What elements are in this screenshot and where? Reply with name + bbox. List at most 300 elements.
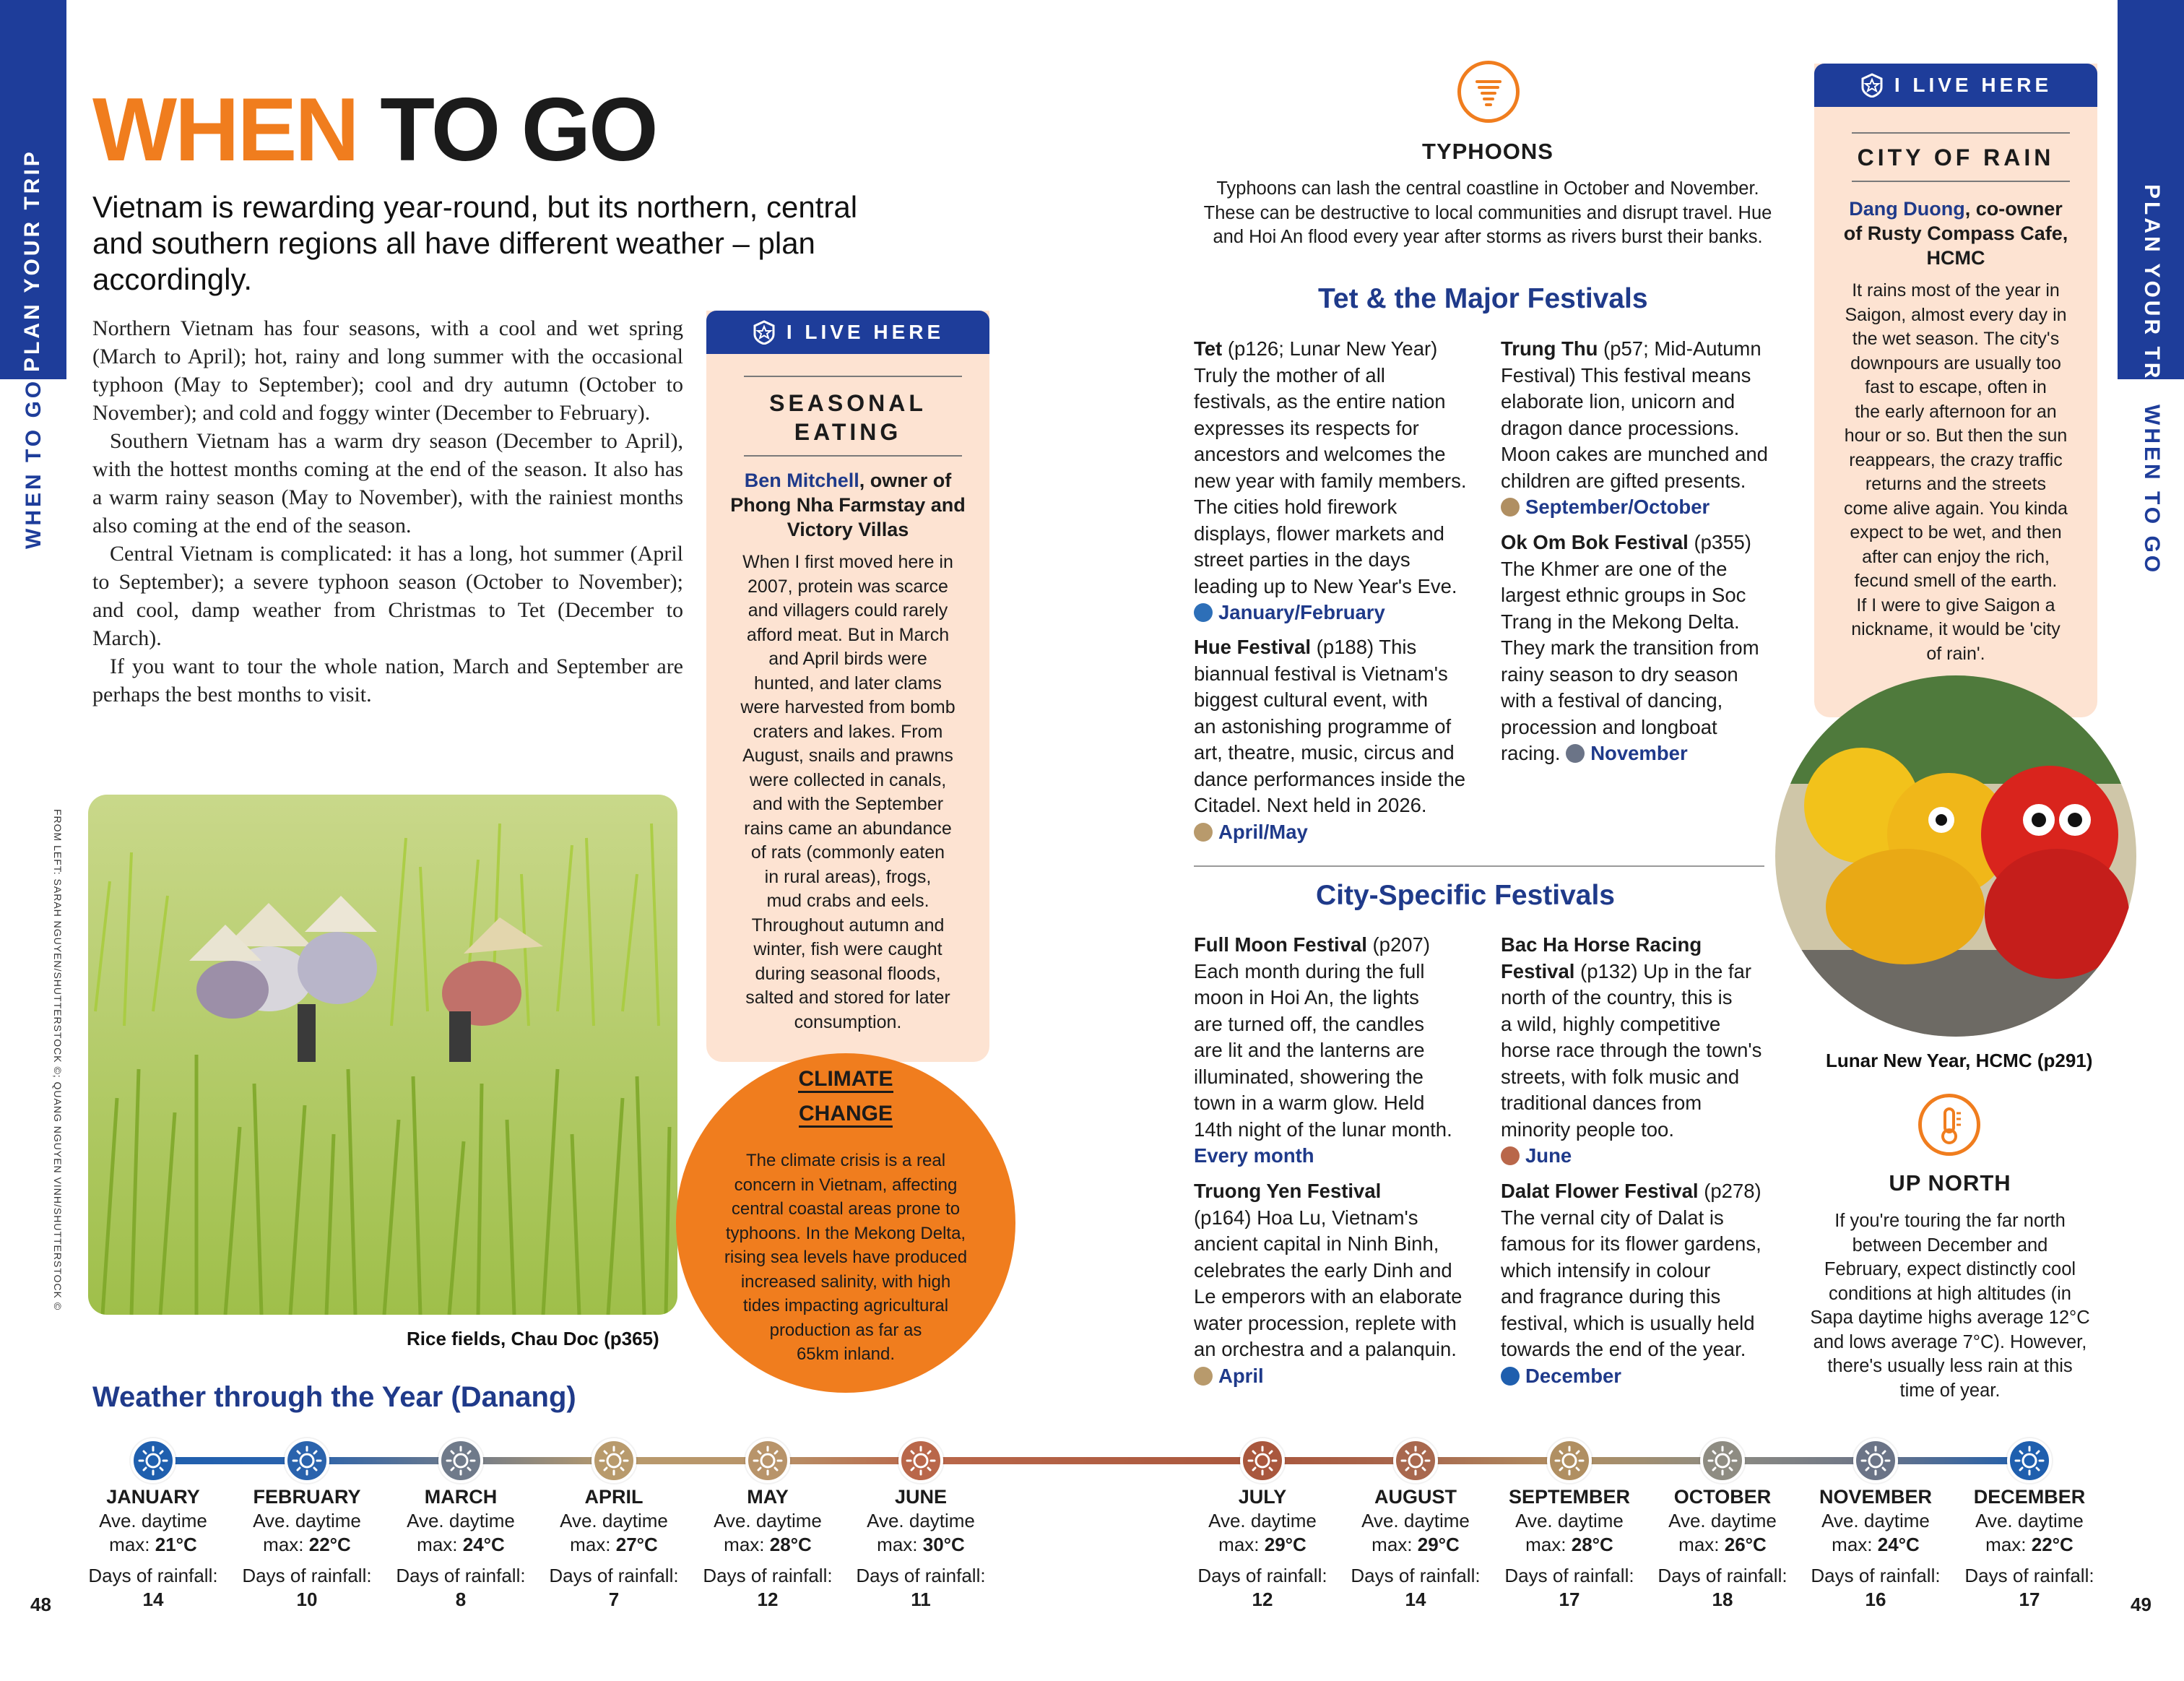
temp-value: 28°C [1571,1534,1613,1555]
body-line: hunted, and later clams [754,673,942,693]
body-line: Throughout autumn and [751,915,945,935]
rain-label: Days of rainfall: [396,1565,526,1586]
festival-ref: (p188) This [1311,636,1417,658]
body-line: reappears, the crazy traffic [1849,449,2063,470]
when-to-go-label: WHEN TO GO [22,378,46,549]
festival-text: moon in Hoi An, the lights [1194,986,1419,1008]
festival-text: towards the end of the year. [1501,1338,1746,1360]
temp-value: 24°C [462,1534,505,1555]
max-temp [1343,1533,1488,1557]
festival-name: Trung Thu [1501,337,1598,360]
page-title [92,80,656,180]
seasonal-eating-body [731,550,965,1034]
body-paragraph: Northern Vietnam has four seasons, with a cool and wet spring (March to April); hot, rainy and long summer with the occasional typhoon (May to September); cool and dry autumn (October to November); and cold and foggy winter (December to February). [92,316,683,425]
festival-text: ancient capital in Ninh Binh, [1194,1232,1439,1255]
body-line: come alive again. You kinda [1844,498,2068,519]
month-column [1343,1485,1488,1612]
festival-text: are turned off, the candles [1194,1012,1425,1035]
max-label: max: [417,1534,463,1555]
festival-text: expresses its respects for [1194,416,1419,439]
sun-icon [592,1438,636,1483]
max-label: max: [1678,1534,1725,1555]
daytime-label: Ave. daytime [1515,1510,1624,1531]
rain-days: 12 [1252,1589,1273,1610]
body-line: returns and the streets [1865,474,2047,494]
festival-text: Citadel. Next held in 2026. [1194,794,1427,816]
festival-ref: (p278) [1698,1180,1762,1202]
rain-days: 8 [455,1589,467,1610]
festival-text: festival, which is usually held [1501,1311,1755,1334]
month-column [389,1485,533,1612]
festival-ref: (p355) [1688,531,1751,553]
body-line: time of year. [1899,1380,2001,1401]
festival-text: 14th night of the lunar month. [1194,1118,1452,1141]
month-name: NOVEMBER [1819,1486,1932,1508]
festival-text: with a festival of dancing, [1501,689,1723,712]
rain-days: 11 [911,1589,931,1610]
author-name: Ben Mitchell [744,470,859,491]
festival-text: street parties in the days [1194,548,1410,571]
festival-text: an orchestra and a palanquin. [1194,1338,1457,1360]
rain-label: Days of rainfall: [1811,1565,1941,1586]
month-column [1190,1485,1335,1612]
rain-label: Days of rainfall: [856,1565,986,1586]
full-moon-festival [1194,932,1504,1170]
month-column [1497,1485,1642,1612]
festival-text: racing. [1501,742,1561,764]
festival-name: Full Moon Festival [1194,933,1367,956]
page-number-right: 49 [2131,1594,2152,1615]
partly-cloudy-icon [1240,1438,1285,1483]
rain-days: 12 [757,1589,779,1610]
festival-text: procession and longboat [1501,715,1717,738]
hue-festival [1194,634,1504,845]
festival-text: Trang in the Mekong Delta. [1501,610,1740,633]
page-number-left: 48 [30,1594,51,1615]
festival-text: Le emperors with an elaborate [1194,1285,1462,1308]
rain-label: Days of rainfall: [88,1565,218,1586]
body-line: during seasonal floods, [755,963,941,984]
max-temp [389,1533,533,1557]
month-name: SEPTEMBER [1508,1486,1631,1508]
body-line: tides impacting agricultural [742,1296,949,1315]
body-line: and villagers could rarely [748,600,948,621]
festival-text: Festival) This festival means [1501,363,1751,386]
divider [1852,132,2070,134]
month-column [81,1485,225,1612]
festival-text: leading up to New Year's Eve. [1194,574,1457,597]
festival-text: horse race through the town's [1501,1039,1762,1061]
body-text [92,314,683,709]
festival-when: June [1525,1144,1572,1167]
month-name: JANUARY [106,1486,200,1508]
temp-value: 22°C [2031,1534,2074,1555]
festival-text: dragon dance processions. [1501,416,1740,439]
temp-value: 24°C [1877,1534,1920,1555]
body-line: between December and [1852,1235,2048,1256]
festival-ref: (p132) Up in the far [1574,959,1751,982]
body-line: in rural areas), frogs, [764,866,932,887]
festival-when: September/October [1525,496,1710,518]
month-name: FEBRUARY [253,1486,361,1508]
author-role: , co-owner [1964,198,2063,220]
festival-text: children are gifted presents. [1501,469,1746,492]
temp-value: 26°C [1724,1534,1767,1555]
rain-label: Days of rainfall: [549,1565,679,1586]
body-line: typhoons. In the Mekong Delta, [725,1223,966,1243]
photo-credit: FROM LEFT: SARAH NGUYEN/SHUTTERSTOCK ©; QUANG NGUYEN VINH/SHUTTERSTOCK © [52,809,64,1311]
divider [744,455,962,457]
max-temp [1190,1533,1335,1557]
max-label: max: [570,1534,616,1555]
author-line: Phong Nha Farmstay and [730,494,966,516]
body-line: hour or so. But then the sun [1844,425,2068,446]
i-live-here-rain-box [1814,64,2097,717]
body-line: and April birds were [768,649,927,669]
body-line: craters and lakes. From [753,721,943,742]
body-line: rains came an abundance [744,818,952,839]
body-line: of rain'. [1926,643,1985,664]
city-festivals-heading: City-Specific Festivals [1316,880,1615,911]
partly-cloudy-icon [1566,744,1585,763]
max-temp [235,1533,379,1557]
body-line: It rains most of the year in [1852,280,2060,301]
temp-value: 28°C [769,1534,812,1555]
title-line: SEASONAL [769,390,927,416]
rice-fields-photo [88,795,677,1315]
festival-when: January/February [1218,601,1385,623]
weather-heading: Weather through the Year (Danang) [92,1381,576,1413]
body-line: central coastal areas prone to [731,1199,961,1219]
max-temp [1803,1533,1948,1557]
festival-ref: (p207) [1366,933,1431,956]
divider [744,376,962,377]
month-name: MAY [747,1486,789,1508]
body-line: after can enjoy the rich, [1862,546,2050,567]
max-temp [849,1533,993,1557]
month-column [235,1485,379,1612]
body-line: nickname, it would be 'city [1851,619,2060,639]
festival-text: a wild, highly competitive [1501,1012,1721,1035]
festival-text: The cities hold firework [1194,496,1398,518]
body-line: Sapa daytime highs average 12°C [1810,1308,2090,1328]
temp-value: 21°C [155,1534,197,1555]
rain-cloud-icon [1547,1438,1592,1483]
sun-icon [1501,1367,1520,1386]
month-name: DECEMBER [1973,1486,2086,1508]
festival-text: (p164) Hoa Lu, Vietnam's [1194,1206,1418,1229]
festival-text: They mark the transition from [1501,636,1759,659]
when-to-go-label-right: WHEN TO GO [2140,405,2164,576]
author-line: HCMC [1926,247,1985,269]
daytime-label: Ave. daytime [1668,1510,1777,1531]
festival-text: traditional dances from [1501,1092,1702,1114]
seasonal-eating-title [706,389,989,446]
max-label: max: [1985,1534,2032,1555]
month-column [542,1485,686,1612]
i-live-here-header [1814,64,2097,107]
festival-text: Moon cakes are munched and [1501,443,1768,465]
body-line: were collected in canals, [749,769,947,790]
author-name: Dang Duong [1849,198,1965,220]
author-credit [1829,196,2083,270]
festival-text: Truly the mother of all [1194,363,1385,386]
rain-label: Days of rainfall: [1351,1565,1481,1586]
festival-text: ancestors and welcomes the [1194,443,1446,465]
max-label: max: [263,1534,309,1555]
city-of-rain-body [1839,279,2073,666]
festival-when: April/May [1218,820,1308,843]
title-line: CHANGE [799,1102,893,1128]
rain-label: Days of rainfall: [703,1565,833,1586]
body-line: fast to escape, often in [1865,377,2047,397]
body-line: If you're touring the far north [1834,1211,2066,1231]
festival-text: festivals, as the entire nation [1194,390,1446,412]
festival-text: an astonishing programme of [1194,714,1452,738]
festival-text: streets, with folk music and [1501,1065,1740,1088]
festival-name: Truong Yen Festival [1194,1180,1382,1202]
sun-icon [2007,1438,2052,1483]
body-line: the wet season. The city's [1852,329,2060,349]
divider [1852,181,2070,182]
month-name: JULY [1238,1486,1287,1508]
rain-cloud-icon [1700,1438,1745,1483]
body-paragraph: If you want to tour the whole nation, March and September are perhaps the best months to visit. [92,654,683,706]
section-divider [1194,865,1764,867]
body-line: consumption. [794,1011,902,1032]
climate-change-title [676,1062,1015,1131]
intro-text: Vietnam is rewarding year-round, but its northern, central and southern regions all have different weather – plan accordingly. [92,190,858,296]
body-line: there's usually less rain at this [1827,1356,2073,1376]
body-line: fecund smell of the earth. [1854,571,2058,591]
rain-days: 14 [1405,1589,1426,1610]
month-column [849,1485,993,1612]
month-name: APRIL [584,1486,644,1508]
body-line: The climate crisis is a real [745,1151,946,1170]
festival-name: Festival [1501,959,1575,982]
max-temp [81,1533,225,1557]
typhoons-title: TYPHOONS [1422,139,1554,164]
max-label: max: [1832,1534,1878,1555]
festival-when: December [1525,1364,1621,1387]
star-badge-icon [1860,73,1884,98]
i-live-here-label: I LIVE HERE [1894,74,2053,96]
month-name: MARCH [424,1486,498,1508]
daytime-label: Ave. daytime [1975,1510,2084,1531]
typhoon-icon [1457,61,1520,123]
body-line: Typhoons can lash the central coastline in October and November. [1216,178,1759,199]
partly-cloudy-icon [131,1438,176,1483]
daytime-label: Ave. daytime [1821,1510,1930,1531]
rain-days: 16 [1865,1589,1886,1610]
rain-days: 10 [296,1589,318,1610]
body-line: conditions at high altitudes (in [1829,1283,2071,1304]
daytime-label: Ave. daytime [407,1510,515,1531]
dalat-flower-festival [1501,1178,1811,1389]
rain-days: 7 [608,1589,620,1610]
title-to-go: TO GO [380,80,656,180]
major-festivals-heading: Tet & the Major Festivals [1318,283,1648,314]
festival-text: rainy season to dry season [1501,662,1738,686]
max-label: max: [1525,1534,1572,1555]
rain-label: Days of rainfall: [1504,1565,1634,1586]
daytime-label: Ave. daytime [560,1510,668,1531]
thermometer-icon [1918,1094,1980,1156]
daytime-label: Ave. daytime [1208,1510,1317,1531]
lunar-new-year-photo [1775,675,2136,1037]
festival-name: Tet [1194,337,1223,360]
plan-your-trip-label: PLAN YOUR TRIP [20,149,44,372]
city-of-rain-title: CITY OF RAIN [1857,144,2055,170]
max-label: max: [877,1534,923,1555]
body-line: When I first moved here in [742,552,953,572]
temp-value: 22°C [308,1534,351,1555]
body-line: production as far as [769,1320,922,1340]
festival-text: celebrates the early Dinh and [1194,1258,1452,1282]
rain-cloud-icon [1393,1438,1438,1483]
author-line: of Rusty Compass Cafe, [1843,222,2068,244]
climate-change-body [708,1149,984,1367]
temp-value: 29°C [1417,1534,1460,1555]
truong-yen-festival [1194,1178,1504,1389]
sun-icon [1194,603,1213,622]
festival-text: elaborate lion, unicorn and [1501,390,1736,412]
i-live-here-header [706,311,989,354]
partly-cloudy-icon [745,1438,790,1483]
i-live-here-label: I LIVE HERE [786,321,945,343]
sun-icon [1194,1367,1213,1386]
festival-when: April [1218,1364,1264,1387]
temp-value: 27°C [615,1534,658,1555]
up-north-title: UP NORTH [1889,1170,2011,1196]
star-badge-icon [752,320,776,345]
festival-text: which intensify in colour [1501,1258,1711,1282]
rain-days: 17 [2019,1589,2040,1610]
month-name: AUGUST [1374,1486,1457,1508]
festival-text: town in a warm glow. Held [1194,1092,1425,1114]
rain-label: Days of rainfall: [242,1565,372,1586]
festival-when: Every month [1194,1144,1314,1167]
month-name: OCTOBER [1673,1486,1772,1508]
body-line: February, expect distinctly cool [1824,1259,2076,1279]
temp-value: 29°C [1264,1534,1306,1555]
festival-text: water procession, replete with [1194,1311,1457,1334]
up-north-body [1791,1209,2109,1403]
body-line: winter, fish were caught [753,939,942,959]
festival-text: dance performances inside the [1194,767,1466,790]
body-line: increased salinity, with high [740,1271,951,1292]
month-name: JUNE [894,1486,948,1508]
author-credit [721,468,975,542]
sun-icon [285,1438,329,1483]
festival-name: Dalat Flower Festival [1501,1180,1699,1202]
daytime-label: Ave. daytime [99,1510,207,1531]
temp-value: 30°C [922,1534,965,1555]
daytime-label: Ave. daytime [1361,1510,1470,1531]
body-line: 2007, protein was scarce [748,576,948,597]
festival-text: new year with family members. [1194,469,1467,492]
body-line: expect to be wet, and then [1850,522,2062,543]
festival-name: Hue Festival [1194,636,1312,658]
body-line: downpours are usually too [1850,353,2061,373]
body-line: concern in Vietnam, affecting [734,1175,958,1195]
title-line: CLIMATE [798,1067,893,1093]
bac-ha-horse-racing-festival [1501,932,1811,1170]
festival-text: are lit and the lanterns are [1194,1039,1425,1061]
month-column [1650,1485,1795,1612]
body-line: August, snails and prawns [742,746,953,766]
rain-days: 17 [1559,1589,1580,1610]
max-label: max: [724,1534,770,1555]
sun-icon [438,1438,483,1483]
festival-when: November [1590,742,1688,764]
title-when: WHEN [92,80,358,180]
partly-cloudy-icon [1853,1438,1898,1483]
festival-text: famous for its flower gardens, [1501,1232,1762,1255]
festival-text: The Khmer are one of the [1501,557,1728,580]
festival-text: The vernal city of Dalat is [1501,1206,1724,1229]
plan-your-trip-label-right: PLAN YOUR TRIP [2140,184,2164,407]
festival-text: Each month during the full [1194,959,1425,982]
body-line: mud crabs and eels. [766,891,930,911]
body-line: and Hoi An flood every year after storms as rivers burst their banks. [1213,227,1763,247]
festival-ref: (p126; Lunar New Year) [1222,337,1438,360]
festival-text: displays, flower markets and [1194,522,1444,545]
author-role: , owner of [859,470,952,491]
rain-cloud-icon [1501,498,1520,517]
festival-text: north of the country, this is [1501,986,1733,1008]
rain-label: Days of rainfall: [1658,1565,1788,1586]
rain-label: Days of rainfall: [1964,1565,2094,1586]
body-line: of rats (commonly eaten [750,842,945,863]
max-temp [542,1533,686,1557]
festival-text: biannual festival is Vietnam's [1194,662,1448,685]
title-line: EATING [794,419,902,445]
daytime-label: Ave. daytime [253,1510,361,1531]
body-line: and lows average 7°C). However, [1813,1331,2087,1352]
sun-icon [1501,1146,1520,1165]
max-label: max: [1372,1534,1418,1555]
festival-text: art, theatre, music, circus and [1194,741,1455,764]
max-temp [1957,1533,2102,1557]
rain-label: Days of rainfall: [1197,1565,1327,1586]
i-live-here-seasonal-box [706,311,989,1062]
rain-days: 18 [1712,1589,1733,1610]
festival-text: and fragrance during this [1501,1285,1721,1308]
body-line: salted and stored for later [745,988,950,1008]
max-temp [1650,1533,1795,1557]
max-label: max: [1218,1534,1265,1555]
body-line: and with the September [752,794,944,814]
festival-text: largest ethnic groups in Soc [1501,584,1746,606]
festival-text: minority people too. [1501,1118,1674,1141]
festival-name: Bac Ha Horse Racing [1501,933,1702,956]
max-temp [1497,1533,1642,1557]
ok-om-bok-festival [1501,530,1811,767]
daytime-label: Ave. daytime [714,1510,822,1531]
body-line: the early afternoon for an [1855,401,2057,422]
max-temp [696,1533,840,1557]
festival-ref: (p57; Mid-Autumn [1598,337,1762,360]
body-line: 65km inland. [796,1344,896,1364]
body-line: These can be destructive to local communities and disrupt travel. Hue [1203,202,1772,223]
body-line: were harvested from bomb [740,697,956,717]
rice-caption: Rice fields, Chau Doc (p365) [407,1328,659,1349]
festival-name: Ok Om Bok Festival [1501,531,1689,553]
sun-icon [898,1438,943,1483]
month-column [1803,1485,1948,1612]
daytime-label: Ave. daytime [867,1510,975,1531]
